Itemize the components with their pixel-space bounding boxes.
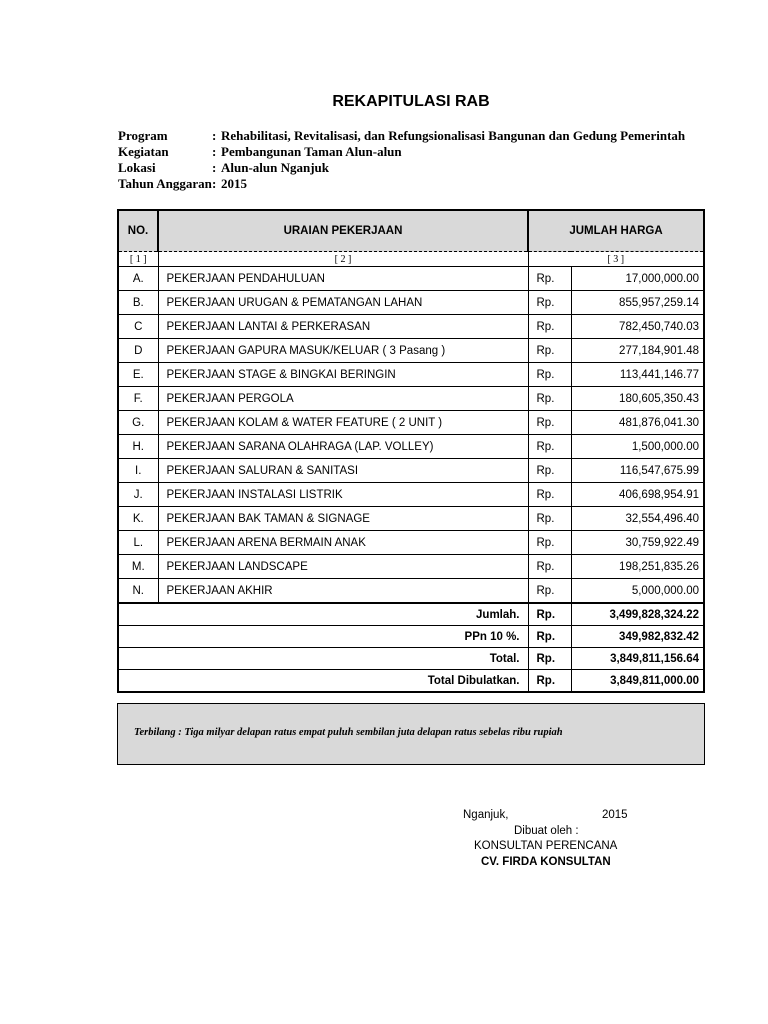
signature-place: Nganjuk, xyxy=(463,809,509,821)
item-description: PEKERJAAN BAK TAMAN & SIGNAGE xyxy=(158,507,528,531)
table-row xyxy=(118,507,704,531)
item-description: PEKERJAAN PENDAHULUAN xyxy=(158,267,528,291)
item-no: J. xyxy=(118,483,158,507)
item-amount: 855,957,259.14 xyxy=(571,291,704,315)
currency-label: Rp. xyxy=(528,267,571,291)
currency-label: Rp. xyxy=(528,459,571,483)
item-no: D xyxy=(118,339,158,363)
item-description: PEKERJAAN SALURAN & SANITASI xyxy=(158,459,528,483)
table-row xyxy=(118,435,704,459)
currency-label: Rp. xyxy=(528,626,571,648)
summary-label: PPn 10 %. xyxy=(118,626,528,648)
item-amount: 1,500,000.00 xyxy=(571,435,704,459)
table-row xyxy=(118,483,704,507)
item-no: H. xyxy=(118,435,158,459)
currency-label: Rp. xyxy=(528,291,571,315)
summary-row xyxy=(118,626,704,648)
item-description: PEKERJAAN ARENA BERMAIN ANAK xyxy=(158,531,528,555)
item-amount: 198,251,835.26 xyxy=(571,555,704,579)
item-no: F. xyxy=(118,387,158,411)
header-uraian: URAIAN PEKERJAAN xyxy=(158,210,528,252)
table-row xyxy=(118,387,704,411)
info-row-tahun-anggaran xyxy=(118,176,685,192)
currency-label: Rp. xyxy=(528,579,571,604)
item-description: PEKERJAAN LANTAI & PERKERASAN xyxy=(158,315,528,339)
summary-label: Jumlah. xyxy=(118,603,528,626)
item-no: N. xyxy=(118,579,158,604)
item-amount: 17,000,000.00 xyxy=(571,267,704,291)
index-jumlah: [ 3 ] xyxy=(528,252,704,267)
item-description: PEKERJAAN AKHIR xyxy=(158,579,528,604)
item-amount: 116,547,675.99 xyxy=(571,459,704,483)
summary-amount: 3,849,811,000.00 xyxy=(571,670,704,693)
terbilang-box xyxy=(117,703,705,765)
item-amount: 5,000,000.00 xyxy=(571,579,704,604)
info-row-program xyxy=(118,128,685,144)
summary-label: Total. xyxy=(118,648,528,670)
signature-company: CV. FIRDA KONSULTAN xyxy=(481,856,611,868)
item-no: M. xyxy=(118,555,158,579)
signature-made-by: Dibuat oleh : xyxy=(514,825,579,837)
item-no: I. xyxy=(118,459,158,483)
index-no: [ 1 ] xyxy=(118,252,158,267)
project-info xyxy=(118,128,685,192)
item-description: PEKERJAAN KOLAM & WATER FEATURE ( 2 UNIT ) xyxy=(158,411,528,435)
table-row xyxy=(118,531,704,555)
info-colon: : xyxy=(212,160,217,175)
table-row xyxy=(118,291,704,315)
table-row xyxy=(118,411,704,435)
currency-label: Rp. xyxy=(528,339,571,363)
table-row xyxy=(118,339,704,363)
item-no: L. xyxy=(118,531,158,555)
item-no: G. xyxy=(118,411,158,435)
index-uraian: [ 2 ] xyxy=(158,252,528,267)
item-description: PEKERJAAN STAGE & BINGKAI BERINGIN xyxy=(158,363,528,387)
item-amount: 782,450,740.03 xyxy=(571,315,704,339)
info-colon: : xyxy=(212,176,217,191)
info-colon: : xyxy=(212,144,217,159)
info-label: Lokasi xyxy=(118,160,156,175)
item-amount: 113,441,146.77 xyxy=(571,363,704,387)
document-title: REKAPITULASI RAB xyxy=(332,93,490,110)
info-value: 2015 xyxy=(221,176,247,191)
info-label: Program xyxy=(118,128,168,143)
item-amount: 277,184,901.48 xyxy=(571,339,704,363)
currency-label: Rp. xyxy=(528,483,571,507)
item-no: E. xyxy=(118,363,158,387)
currency-label: Rp. xyxy=(528,507,571,531)
item-no: A. xyxy=(118,267,158,291)
summary-amount: 3,499,828,324.22 xyxy=(571,603,704,626)
rab-table xyxy=(117,209,705,693)
table-row xyxy=(118,579,704,604)
currency-label: Rp. xyxy=(528,435,571,459)
summary-row xyxy=(118,648,704,670)
currency-label: Rp. xyxy=(528,315,571,339)
item-amount: 481,876,041.30 xyxy=(571,411,704,435)
item-no: C xyxy=(118,315,158,339)
info-value: Rehabilitasi, Revitalisasi, dan Refungsionalisasi Bangunan dan Gedung Pemerintah xyxy=(221,128,686,143)
currency-label: Rp. xyxy=(528,670,571,693)
terbilang-text: Terbilang : Tiga milyar delapan ratus empat puluh sembilan juta delapan ratus sebelas ribu rupiah xyxy=(134,727,563,738)
item-description: PEKERJAAN INSTALASI LISTRIK xyxy=(158,483,528,507)
info-row-lokasi xyxy=(118,160,685,176)
header-no: NO. xyxy=(118,210,158,252)
item-amount: 32,554,496.40 xyxy=(571,507,704,531)
currency-label: Rp. xyxy=(528,411,571,435)
summary-row xyxy=(118,670,704,693)
table-row xyxy=(118,315,704,339)
currency-label: Rp. xyxy=(528,648,571,670)
item-description: PEKERJAAN GAPURA MASUK/KELUAR ( 3 Pasang ) xyxy=(158,339,528,363)
info-label: Kegiatan xyxy=(118,144,169,159)
currency-label: Rp. xyxy=(528,555,571,579)
info-colon: : xyxy=(212,128,217,143)
signature-year: 2015 xyxy=(602,809,628,821)
info-row-kegiatan xyxy=(118,144,685,160)
column-index-row xyxy=(118,252,704,267)
item-amount: 406,698,954.91 xyxy=(571,483,704,507)
item-amount: 180,605,350.43 xyxy=(571,387,704,411)
item-no: K. xyxy=(118,507,158,531)
currency-label: Rp. xyxy=(528,387,571,411)
currency-label: Rp. xyxy=(528,531,571,555)
item-description: PEKERJAAN SARANA OLAHRAGA (LAP. VOLLEY) xyxy=(158,435,528,459)
item-no: B. xyxy=(118,291,158,315)
item-description: PEKERJAAN PERGOLA xyxy=(158,387,528,411)
currency-label: Rp. xyxy=(528,603,571,626)
summary-amount: 349,982,832.42 xyxy=(571,626,704,648)
table-row xyxy=(118,459,704,483)
item-description: PEKERJAAN LANDSCAPE xyxy=(158,555,528,579)
currency-label: Rp. xyxy=(528,363,571,387)
summary-row xyxy=(118,603,704,626)
info-value: Alun-alun Nganjuk xyxy=(221,160,330,175)
table-row xyxy=(118,363,704,387)
header-jumlah: JUMLAH HARGA xyxy=(528,210,704,252)
info-label: Tahun Anggaran xyxy=(118,176,212,191)
table-body xyxy=(118,252,704,693)
table-row xyxy=(118,267,704,291)
item-description: PEKERJAAN URUGAN & PEMATANGAN LAHAN xyxy=(158,291,528,315)
info-value: Pembangunan Taman Alun-alun xyxy=(221,144,402,159)
summary-amount: 3,849,811,156.64 xyxy=(571,648,704,670)
signature-role: KONSULTAN PERENCANA xyxy=(474,840,618,852)
summary-label: Total Dibulatkan. xyxy=(118,670,528,693)
table-row xyxy=(118,555,704,579)
item-amount: 30,759,922.49 xyxy=(571,531,704,555)
table-header-row xyxy=(118,210,704,252)
